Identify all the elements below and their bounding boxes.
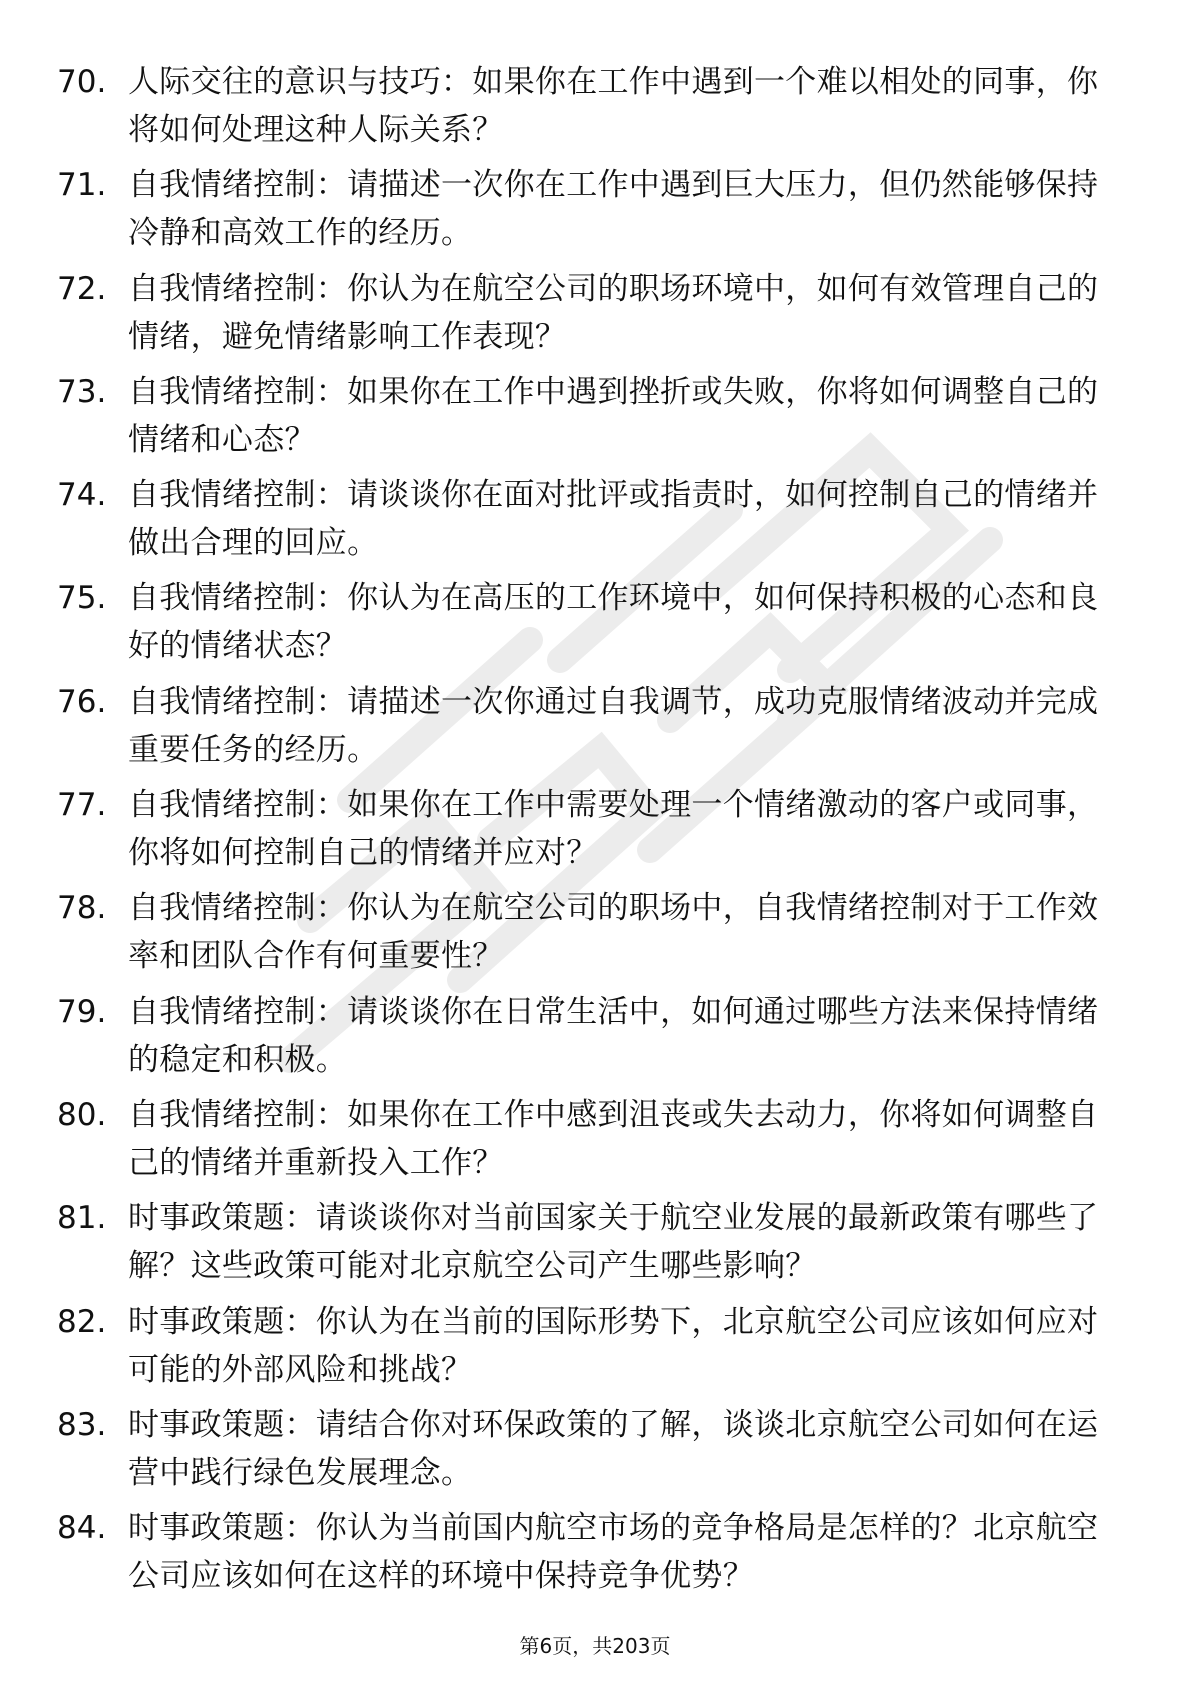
question-text: 时事政策题：你认为当前国内航空市场的竞争格局是怎样的？北京航空公司应该如何在这样的环境中保持竞争优势？ bbox=[128, 1510, 1099, 1595]
question-number: 83. bbox=[57, 1406, 107, 1443]
question-number: 81. bbox=[57, 1200, 107, 1237]
question-text: 自我情绪控制：请谈谈你在日常生活中，如何通过哪些方法来保持情绪的稳定和积极。 bbox=[128, 993, 1099, 1078]
question-number: 78. bbox=[57, 890, 107, 927]
question-number: 84. bbox=[57, 1510, 107, 1547]
question-number: 76. bbox=[57, 683, 107, 720]
question-text: 自我情绪控制：如果你在工作中遇到挫折或失败，你将如何调整自己的情绪和心态？ bbox=[128, 373, 1099, 458]
question-text: 自我情绪控制：请谈谈你在面对批评或指责时，如何控制自己的情绪并做出合理的回应。 bbox=[128, 477, 1099, 562]
question-number: 73. bbox=[57, 373, 107, 410]
list-item bbox=[0, 360, 1190, 463]
question-list bbox=[0, 50, 1190, 1599]
question-text: 人际交往的意识与技巧：如果你在工作中遇到一个难以相处的同事，你将如何处理这种人际关系？ bbox=[128, 64, 1099, 148]
list-item bbox=[0, 876, 1190, 979]
list-item bbox=[0, 1186, 1190, 1289]
list-item bbox=[0, 773, 1190, 876]
question-text: 自我情绪控制：你认为在航空公司的职场中，自我情绪控制对于工作效率和团队合作有何重要性？ bbox=[128, 890, 1099, 975]
question-text: 自我情绪控制：你认为在航空公司的职场环境中，如何有效管理自己的情绪，避免情绪影响工作表现？ bbox=[128, 270, 1099, 355]
question-number: 74. bbox=[57, 477, 107, 514]
question-text: 自我情绪控制：请描述一次你通过自我调节，成功克服情绪波动并完成重要任务的经历。 bbox=[128, 683, 1099, 768]
list-item bbox=[0, 257, 1190, 360]
question-text: 时事政策题：请结合你对环保政策的了解，谈谈北京航空公司如何在运营中践行绿色发展理念。 bbox=[128, 1406, 1099, 1491]
list-item bbox=[0, 980, 1190, 1083]
question-number: 70. bbox=[57, 64, 107, 100]
question-number: 75. bbox=[57, 580, 107, 617]
question-text: 自我情绪控制：请描述一次你在工作中遇到巨大压力，但仍然能够保持冷静和高效工作的经历。 bbox=[128, 167, 1099, 252]
page-number-footer: 第6页，共203页 bbox=[519, 1634, 671, 1658]
question-text: 自我情绪控制：如果你在工作中感到沮丧或失去动力，你将如何调整自己的情绪并重新投入工作？ bbox=[128, 1096, 1099, 1181]
list-item bbox=[0, 1083, 1190, 1186]
question-number: 77. bbox=[57, 787, 107, 824]
question-text: 自我情绪控制：你认为在高压的工作环境中，如何保持积极的心态和良好的情绪状态？ bbox=[128, 580, 1099, 665]
question-text: 时事政策题：你认为在当前的国际形势下，北京航空公司应该如何应对可能的外部风险和挑战？ bbox=[128, 1303, 1099, 1388]
question-number: 71. bbox=[57, 167, 107, 204]
list-item bbox=[0, 153, 1190, 256]
list-item bbox=[0, 1393, 1190, 1496]
question-text: 时事政策题：请谈谈你对当前国家关于航空业发展的最新政策有哪些了解？这些政策可能对北京航空公司产生哪些影响？ bbox=[128, 1200, 1099, 1285]
question-number: 72. bbox=[57, 270, 107, 307]
list-item bbox=[0, 1496, 1190, 1599]
list-item bbox=[0, 463, 1190, 566]
question-number: 82. bbox=[57, 1303, 107, 1340]
list-item bbox=[0, 1290, 1190, 1393]
question-text: 自我情绪控制：如果你在工作中需要处理一个情绪激动的客户或同事，你将如何控制自己的情绪并应对？ bbox=[128, 787, 1099, 872]
list-item bbox=[0, 566, 1190, 669]
question-number: 79. bbox=[57, 993, 107, 1030]
question-number: 80. bbox=[57, 1096, 107, 1133]
list-item bbox=[0, 670, 1190, 773]
list-item bbox=[0, 50, 1190, 153]
